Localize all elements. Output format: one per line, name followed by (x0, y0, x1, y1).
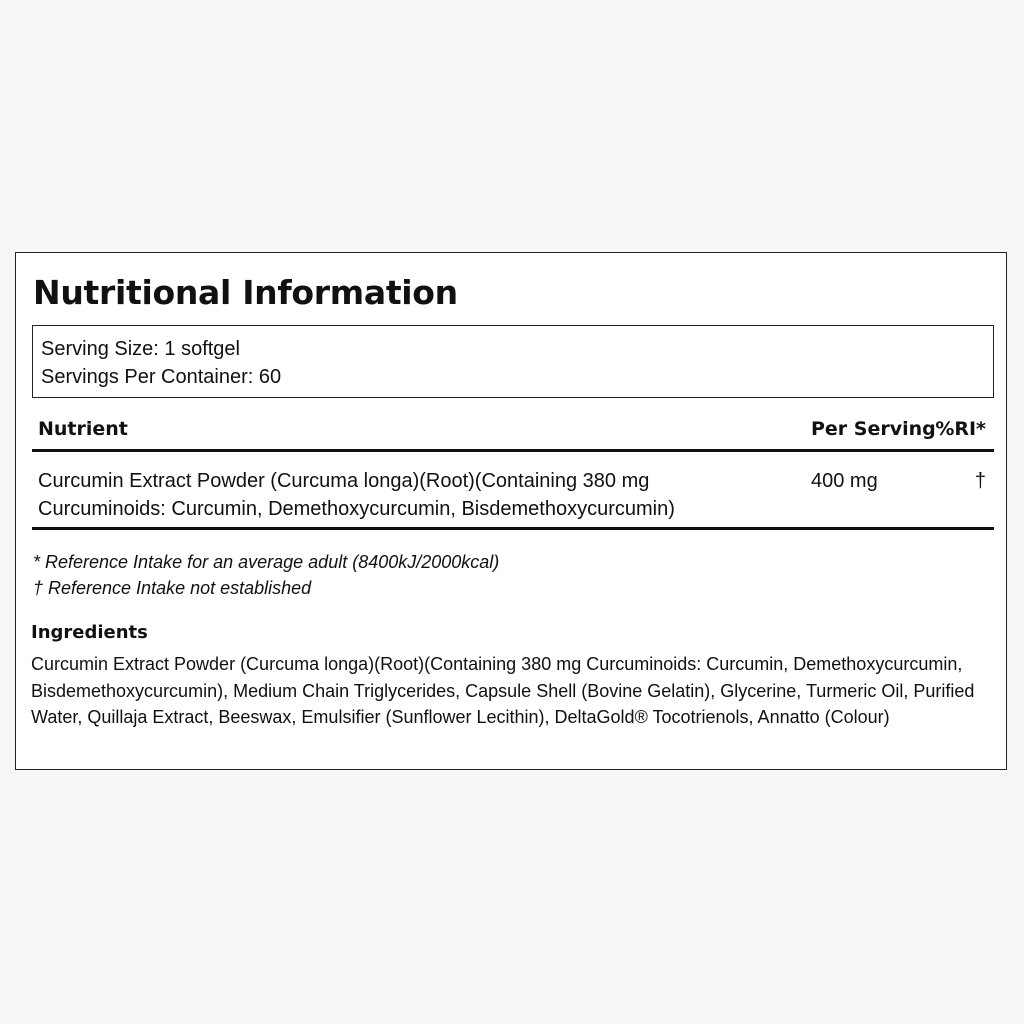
header-divider (32, 449, 994, 452)
serving-info-box (32, 325, 994, 398)
table-bottom-divider (32, 527, 994, 530)
servings-per-container: Servings Per Container: 60 (41, 366, 282, 388)
column-header-per-serving: Per Serving (811, 418, 936, 440)
column-header-nutrient: Nutrient (38, 418, 128, 440)
nutrition-panel (15, 252, 1007, 770)
column-header-ri: %RI* (935, 418, 986, 440)
ingredients-list: Curcumin Extract Powder (Curcuma longa)(Root)(Containing 380 mg Curcuminoids: Curcumin, Demethoxycurcumin, Bisdemethoxycurcumin), Medium Chain Triglycerides, Capsule Shell (Bovine Gelatin), Glycerine, Turmeric Oil, Purified Water, Quillaja Extract, Beeswax, Emulsifier (Sunflower Lecithin), DeltaGold® Tocotrienols, Annatto (Colour) (31, 654, 975, 727)
footnote-not-established: † Reference Intake not established (33, 578, 312, 598)
nutrient-ri: † (974, 470, 986, 492)
nutrient-per-serving: 400 mg (811, 470, 878, 492)
nutrient-name: Curcumin Extract Powder (Curcuma longa)(Root)(Containing 380 mg Curcuminoids: Curcumin, Demethoxycurcumin, Bisdemethoxycurcumin) (38, 470, 675, 520)
serving-size: Serving Size: 1 softgel (41, 338, 240, 360)
panel-title: Nutritional Information (33, 273, 458, 312)
ingredients-heading: Ingredients (31, 622, 148, 643)
footnote-reference-intake: * Reference Intake for an average adult (8400kJ/2000kcal) (33, 552, 500, 572)
